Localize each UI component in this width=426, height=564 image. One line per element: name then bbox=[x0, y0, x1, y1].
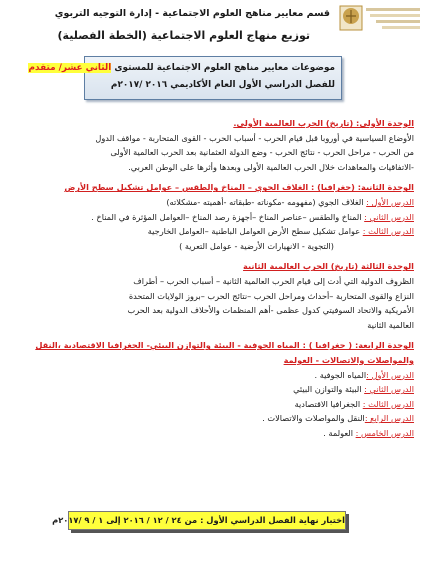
final-exam-box: اختبار نهاية الفصل الدراسي الأول : من ٢٤ / ١٢ / ٢٠١٦ إلى ١ / ٩ /٢٠١٧م bbox=[68, 511, 346, 530]
ministry-logo bbox=[336, 2, 424, 38]
title-line-1 bbox=[28, 60, 335, 77]
unit-2-lesson-1: الدرس الأول : الغلاف الجوي (مفهومه -مكوناته -طبقاته -أهميته -مشكلاته) bbox=[166, 196, 414, 207]
unit-3-line: الأمريكية والاتحاد السوفيتي كدول عظمى -أهم المنظمات والأحلاف الدولية بعد الحرب bbox=[127, 305, 414, 316]
level-highlight: الثاني عشر/ متقدم bbox=[28, 63, 112, 73]
unit-4-lesson-3: الدرس الثالث : الجغرافيا الاقتصادية bbox=[294, 398, 414, 409]
unit-1-line: من الحرب - مراحل الحرب - نتائج الحرب - وضع الدولة العثمانية بعد الحرب العالمية الأولى bbox=[110, 147, 414, 158]
department-line: قسم معايير مناهج العلوم الاجتماعية - إدارة التوجيه التربوي bbox=[54, 8, 330, 19]
unit-4-heading: الوحدة الرابعة: ( جغرافيا ) : المياه الجوفية - البيئة والتوازن البيئي- الجغرافيا الاقتصادية ،النقل bbox=[35, 340, 414, 351]
title-prefix: موضوعات معايير مناهج العلوم الاجتماعية للمستوى bbox=[111, 63, 335, 73]
unit-1-line: -الاتفاقيات والمعاهدات خلال الحرب العالمية الأولى وبعدها وأثرها على الوطن العربي. bbox=[128, 161, 414, 172]
unit-4-lesson-1: الدرس الأول :المياه الجوفية . bbox=[314, 369, 414, 380]
unit-3-line: العالمية الثانية bbox=[367, 319, 414, 330]
unit-4-lesson-2: الدرس الثاني : البيئة والتوازن البيئي bbox=[293, 384, 414, 395]
unit-4-lesson-5: الدرس الخامس : العولمة . bbox=[323, 427, 414, 438]
unit-3-line: النزاع والقوى المتحاربة –أحداث ومراحل الحرب –نتائج الحرب –بروز الولايات المتحدة bbox=[128, 290, 414, 301]
unit-3-line: الظروف الدولية التي أدت إلى قيام الحرب العالمية الثانية – أسباب الحرب – أطراف bbox=[133, 275, 414, 286]
title-box bbox=[28, 56, 342, 100]
unit-2-heading: الوحدة الثانية: (جغرافيا) : الغلاف الجوي – المناخ والطقس – عوامل تشكيل سطح الأرض bbox=[64, 182, 414, 193]
unit-2-lesson-3: الدرس الثالث : عوامل تشكيل سطح الأرض العوامل الباطنية –العوامل الخارجية bbox=[147, 226, 414, 237]
plan-title: توزيع منهاج العلوم الاجتماعية (الخطة الفصلية) bbox=[57, 29, 310, 42]
unit-1-heading: الوحدة الأولى: (تاريخ) الحرب العالمية الأولى. bbox=[233, 118, 414, 128]
title-line-2: للفصل الدراسي الأول العام الأكاديمي ٢٠١٦ /٢٠١٧م bbox=[110, 80, 335, 90]
unit-3-heading: الوحدة الثالثة (تاريخ) الحرب العالمية الثانية bbox=[243, 261, 414, 272]
unit-1-line: الأوضاع السياسية في أوروبا قبل قيام الحرب - أسباب الحرب - القوى المتحاربة - مواقف الدول bbox=[95, 132, 414, 143]
unit-4-heading-cont: والمواصلات والاتصالات - العولمة bbox=[283, 354, 414, 365]
unit-2-line: (التجوية - الانهيارات الأرضية - عوامل التعرية ) bbox=[179, 240, 334, 251]
units-content bbox=[8, 116, 414, 440]
unit-4-lesson-4: الدرس الرابع :النقل والمواصلات والاتصالات . bbox=[262, 413, 414, 424]
unit-2-lesson-2: الدرس الثاني : المناخ والطقس –عناصر المناخ –أجهزة رصد المناخ –العوامل المؤثرة في المناخ . bbox=[91, 211, 414, 222]
